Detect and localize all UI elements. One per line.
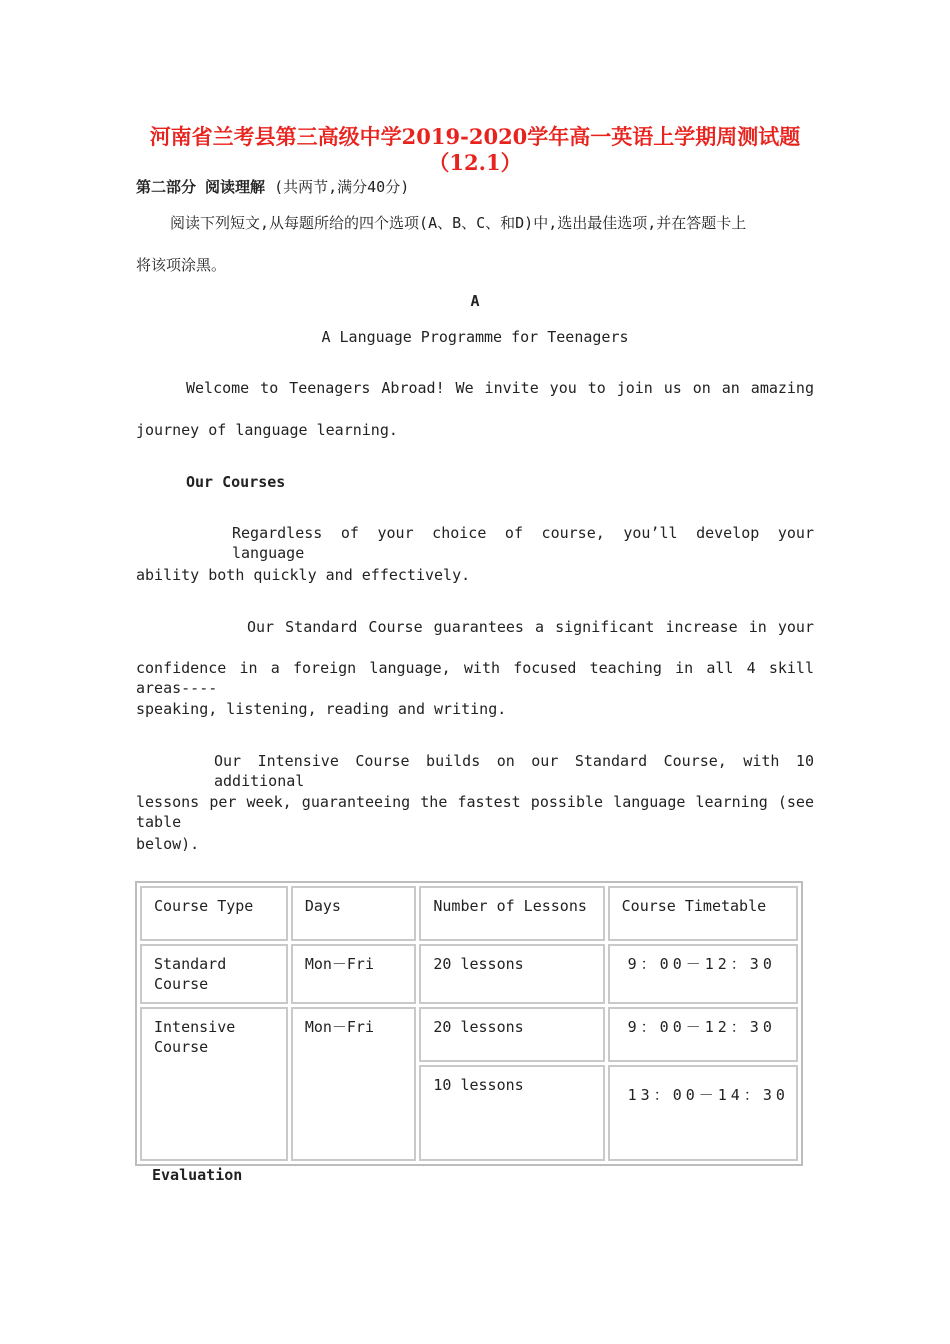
course-table xyxy=(135,881,803,1166)
table-row-standard xyxy=(140,944,798,1004)
paragraph-1-line-1: Regardless of your choice of course, you’ll develop your language xyxy=(232,524,814,562)
courses-heading: Our Courses xyxy=(186,473,286,491)
cell-standard-lessons: 20 lessons xyxy=(419,944,604,1004)
section-heading-line xyxy=(136,177,814,197)
paragraph-3-line-2: lessons per week, guaranteeing the fastest possible language learning (see table xyxy=(136,793,814,831)
instruction-line-1: 阅读下列短文,从每题所给的四个选项(A、B、C、和D)中,选出最佳选项,并在答题卡上 xyxy=(170,214,747,232)
document-title-date: （12.1） xyxy=(428,150,522,175)
cell-intensive-lessons-b: 10 lessons xyxy=(419,1065,604,1161)
cell-intensive-days: Mon－Fri xyxy=(291,1007,417,1161)
cell-standard-type: Standard Course xyxy=(140,944,288,1004)
section-heading: 第二部分 阅读理解 xyxy=(136,178,266,196)
cell-intensive-time-b: 13：00－14：30 xyxy=(608,1065,798,1161)
cell-intensive-time-a: 9：00－12：30 xyxy=(608,1007,798,1062)
passage-title: A Language Programme for Teenagers xyxy=(321,328,629,346)
paragraph-1-line-2: ability both quickly and effectively. xyxy=(136,566,471,584)
section-note: (共两节,满分40分) xyxy=(274,178,410,196)
table-header-row xyxy=(140,886,798,941)
paragraph-2-line-2: confidence in a foreign language, with focused teaching in all 4 skill areas---- xyxy=(136,659,814,697)
header-course-type: Course Type xyxy=(140,886,288,941)
cell-standard-time: 9：00－12：30 xyxy=(608,944,798,1004)
cell-standard-days: Mon－Fri xyxy=(291,944,417,1004)
cell-intensive-type: Intensive Course xyxy=(140,1007,288,1161)
paragraph-3-line-3: below). xyxy=(136,835,200,853)
paragraph-2-line-3: speaking, listening, reading and writing. xyxy=(136,700,507,718)
document-title: 河南省兰考县第三高级中学2019-2020学年高一英语上学期周测试题 xyxy=(149,124,801,149)
evaluation-heading: Evaluation xyxy=(152,1166,243,1184)
table-row-intensive xyxy=(140,1007,798,1062)
intro-line-2: journey of language learning. xyxy=(136,421,398,439)
instruction-line-2: 将该项涂黑。 xyxy=(136,256,227,274)
paragraph-2-line-1: Our Standard Course guarantees a significant increase in your xyxy=(247,618,814,636)
paragraph-3-line-1: Our Intensive Course builds on our Standard Course, with 10 additional xyxy=(214,752,814,790)
cell-intensive-lessons-a: 20 lessons xyxy=(419,1007,604,1062)
header-course-timetable: Course Timetable xyxy=(608,886,798,941)
intro-line-1: Welcome to Teenagers Abroad! We invite you to join us on an amazing xyxy=(186,379,814,397)
passage-letter: A xyxy=(470,292,480,310)
header-days: Days xyxy=(291,886,417,941)
header-number-of-lessons: Number of Lessons xyxy=(419,886,604,941)
